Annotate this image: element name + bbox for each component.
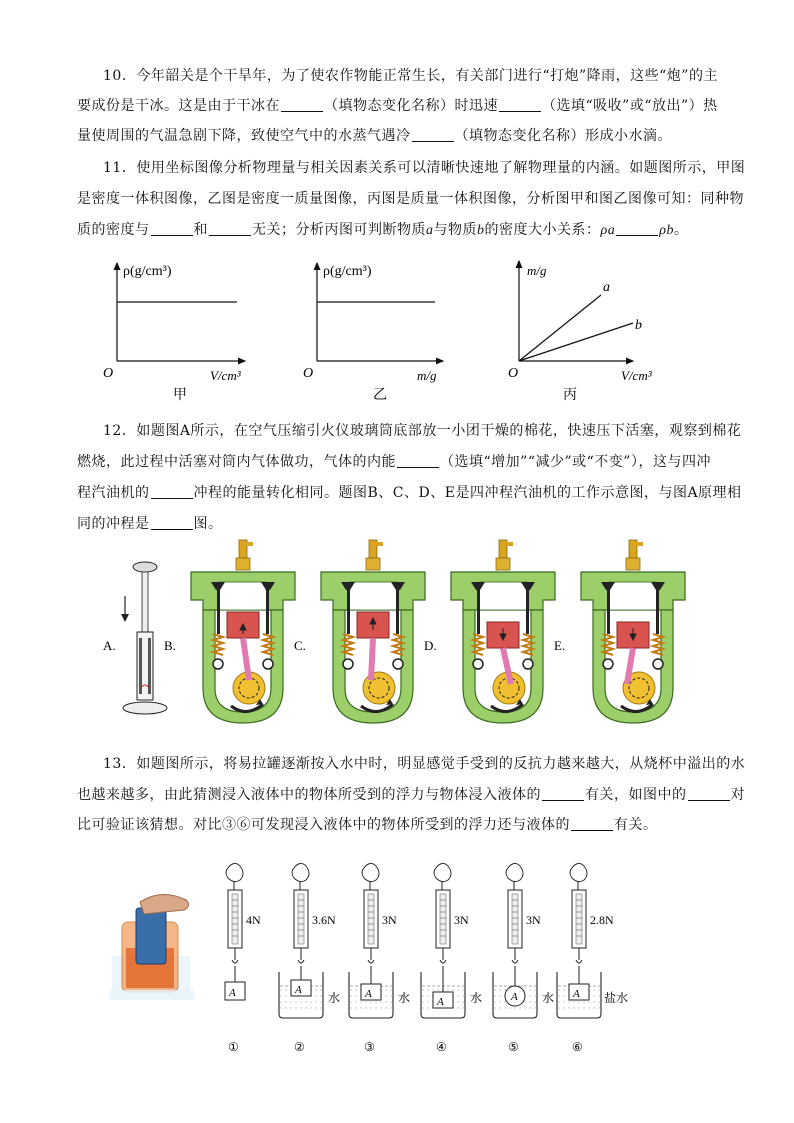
q12-line4 (77, 514, 223, 534)
q12-line3 (77, 483, 742, 503)
q10-text: （填物态变化名称）形成小水滴。 (454, 128, 672, 144)
q10-line3 (77, 126, 672, 146)
answer-blank[interactable] (281, 97, 323, 112)
graph-yi-caption: 乙 (373, 388, 387, 403)
scale-4-liquid: 水 (470, 991, 483, 1005)
q11-line3 (77, 220, 688, 241)
label-C: C. (294, 638, 306, 653)
label-E: E. (554, 638, 566, 653)
q10-text: （填物态变化名称）时迅速 (324, 98, 498, 114)
buoyancy-figure (110, 858, 650, 1053)
q12-text: 同的冲程是 (77, 516, 150, 532)
graph-bing-ylabel: m/g (527, 263, 547, 278)
q11-text: 和 (193, 222, 208, 238)
q12-line2 (77, 452, 711, 472)
graph-yi-xlabel: m/g (417, 368, 437, 383)
var-b: b (477, 223, 485, 238)
q11-line2: 是密度一体积图像，乙图是密度一质量图像，丙图是质量一体积图像，分析图甲和图乙图像可知：同种物 (77, 191, 744, 207)
q12-text: （选填“增加”“减少”或“不变”），这与四冲 (440, 454, 711, 470)
answer-blank[interactable] (209, 221, 251, 236)
scale-2-block: A (295, 984, 302, 996)
answer-blank[interactable] (412, 127, 454, 142)
answer-blank[interactable] (688, 786, 730, 801)
q12-text: 程汽油机的 (77, 485, 150, 501)
engine-C (294, 540, 425, 723)
graph-yi-ylabel: ρ(g/cm³) (323, 264, 372, 279)
graph-yi (303, 263, 443, 403)
graph-jia-origin: O (103, 366, 114, 381)
q11-text: 质的密度与 (77, 222, 150, 238)
graph-bing (508, 261, 653, 403)
scale-2-reading: 3.6N (312, 913, 336, 927)
scale-1 (225, 863, 261, 1053)
answer-blank[interactable] (542, 786, 584, 801)
scale-6-num: ⑥ (572, 1040, 583, 1053)
label-D: D. (424, 638, 437, 653)
engine-figures (95, 538, 715, 728)
graph-bing-caption: 丙 (563, 388, 577, 403)
q10-line1: 10．今年韶关是个干旱年，为了使农作物能正常生长，有关部门进行“打炮”降雨，这些“炮”的主 (103, 68, 718, 84)
scale-3-reading: 3N (382, 913, 397, 927)
q13-text: 比可验证该猜想。对比③⑥可发现浸入液体中的物体所受到的浮力还与液体的 (77, 817, 570, 833)
q13-text: 也越来越多，由此猜测浸入液体中的物体所受到的浮力与物体浸入液体的 (77, 787, 541, 803)
answer-blank[interactable] (151, 515, 193, 530)
graph-bing-origin: O (508, 366, 519, 381)
answer-blank[interactable] (571, 816, 613, 831)
scale-5-liquid: 水 (542, 991, 555, 1005)
graph-jia-caption: 甲 (173, 388, 187, 403)
q12-line1: 12．如题图A所示，在空气压缩引火仪玻璃筒底部放一小团干燥的棉花，快速压下活塞，观察到棉花 (103, 423, 742, 439)
q11-line1: 11．使用坐标图像分析物理量与相关因素关系可以清晰快速地了解物理量的内涵。如题图所示，甲图 (103, 160, 746, 176)
scale-1-num: ① (228, 1040, 239, 1053)
scale-6-block: A (573, 988, 580, 1000)
q10-text: 要成份是干冰。这是由于干冰在 (77, 98, 280, 114)
scale-1-block: A (229, 987, 236, 999)
graph-jia-ylabel: ρ(g/cm³) (123, 264, 172, 279)
graph-yi-origin: O (303, 366, 314, 381)
graph-jia-xlabel: V/cm³ (210, 368, 241, 383)
fire-piston-figure (103, 562, 167, 714)
rho-a: ρa (600, 223, 616, 238)
graph-jia (103, 263, 245, 403)
scale-4 (421, 863, 482, 1053)
label-A: A. (103, 638, 116, 653)
q13-line3 (77, 815, 658, 835)
q10-text: 量使周围的气温急剧下降，致使空气中的水蒸气遇冷 (77, 128, 411, 144)
scale-4-num: ④ (436, 1040, 447, 1053)
graph-bing-line-a: a (603, 280, 610, 295)
engine-B (164, 540, 295, 723)
scale-6-liquid: 盐水 (604, 991, 629, 1005)
engine-E (554, 540, 685, 723)
engine-D (424, 540, 555, 723)
answer-blank[interactable] (151, 484, 193, 499)
q11-text: 与物质 (433, 222, 477, 238)
q11-text: 的密度大小关系： (484, 222, 601, 238)
q13-line2 (77, 785, 745, 805)
answer-blank[interactable] (397, 453, 439, 468)
q13-text: 对 (730, 787, 745, 803)
q12-text: 冲程的能量转化相同。题图B、C、D、E是四冲程汽油机的工作示意图，与图A原理相 (193, 485, 742, 501)
answer-blank[interactable] (499, 97, 541, 112)
scale-3-num: ③ (364, 1040, 375, 1053)
scale-5-block: A (511, 991, 518, 1003)
scale-6 (557, 863, 628, 1053)
scale-5-num: ⑤ (508, 1040, 519, 1053)
rho-b: ρb (659, 223, 674, 238)
density-graphs (95, 255, 675, 405)
answer-blank[interactable] (616, 221, 658, 236)
q10-text: （选填“吸收”或“放出”）热 (542, 98, 718, 114)
scale-1-reading: 4N (246, 913, 261, 927)
q11-text: 。 (673, 222, 689, 238)
label-B: B. (164, 638, 176, 653)
graph-bing-line-b: b (635, 318, 642, 333)
scale-3-liquid: 水 (398, 991, 411, 1005)
q13-line1: 13．如题图所示，将易拉罐逐渐按入水中时，明显感觉手受到的反抗力越来越大，从烧杯中溢出的水 (103, 756, 746, 772)
scale-2 (279, 863, 340, 1053)
scale-5-reading: 3N (526, 913, 541, 927)
q12-text: 图。 (193, 516, 223, 532)
q13-text: 有关。 (614, 817, 658, 833)
q10-line2 (77, 96, 718, 116)
q13-text: 有关，如图中的 (585, 787, 687, 803)
scale-5 (493, 863, 554, 1053)
scale-6-reading: 2.8N (590, 913, 614, 927)
can-photo (110, 894, 194, 1000)
scale-2-num: ② (294, 1040, 305, 1053)
graph-bing-xlabel: V/cm³ (621, 368, 652, 383)
answer-blank[interactable] (151, 221, 193, 236)
q12-text: 燃烧，此过程中活塞对筒内气体做功，气体的内能 (77, 454, 396, 470)
scale-3 (349, 863, 410, 1053)
scale-4-block: A (437, 996, 444, 1008)
var-a: a (426, 223, 434, 238)
scale-2-liquid: 水 (328, 991, 341, 1005)
scale-3-block: A (365, 988, 372, 1000)
scale-4-reading: 3N (454, 913, 469, 927)
q11-text: 无关；分析丙图可判断物质 (252, 222, 426, 238)
